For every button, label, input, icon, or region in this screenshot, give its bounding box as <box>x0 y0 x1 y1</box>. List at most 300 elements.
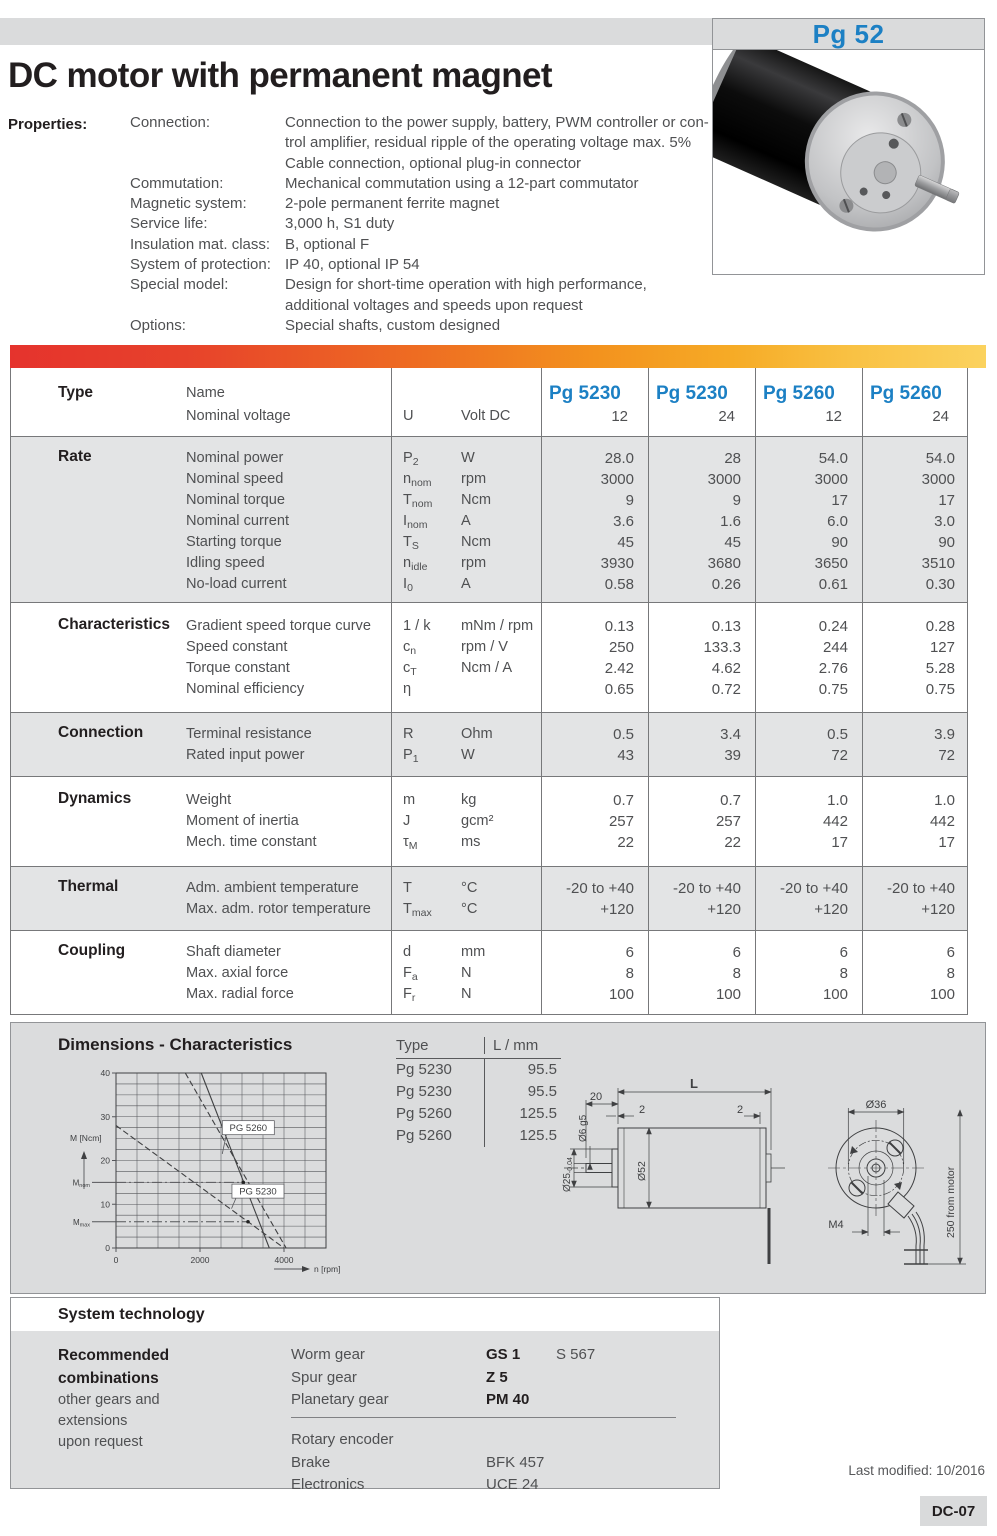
last-modified: Last modified: 10/2016 <box>848 1463 985 1478</box>
row-symbol: J <box>403 813 411 829</box>
row-label: Speed constant <box>186 639 288 655</box>
length-table-row <box>396 1125 561 1147</box>
model-column-header <box>648 382 755 428</box>
spec-row <box>11 469 967 490</box>
svg-text:20: 20 <box>100 1155 110 1166</box>
row-value: 2.42 <box>604 660 634 677</box>
row-value: 17 <box>831 834 848 851</box>
recommended-combinations-label <box>58 1344 169 1453</box>
row-value: 6 <box>946 944 955 961</box>
length-row-value: 125.5 <box>484 1103 561 1125</box>
section-title: Dynamics <box>58 790 132 807</box>
row-value: 17 <box>938 492 955 509</box>
dim-front-gap: 2 <box>638 1104 646 1116</box>
property-value: additional voltages and speeds upon request <box>285 296 583 314</box>
property-value: Mechanical commutation using a 12-part commutator <box>285 174 639 192</box>
row-value: 0.30 <box>925 576 955 593</box>
spec-row <box>11 811 967 832</box>
combination-row <box>291 1344 595 1367</box>
row-value: +120 <box>814 901 848 918</box>
row-value: 442 <box>929 813 955 830</box>
model-voltage: 24 <box>718 408 735 425</box>
model-badge-label: Pg 52 <box>812 18 885 49</box>
row-value: 100 <box>608 986 634 1003</box>
property-value: Design for short-time operation with high performance, <box>285 276 647 294</box>
spec-row <box>11 511 967 532</box>
row-value: 1.0 <box>934 792 955 809</box>
accessory-label: Rotary encoder <box>291 1431 394 1448</box>
model-column-header <box>541 382 648 428</box>
row-unit: kg <box>461 792 477 808</box>
length-row-type: Pg 5260 <box>396 1127 452 1144</box>
property-name: Options: <box>130 316 186 334</box>
accessory-row <box>291 1452 556 1475</box>
svg-text:40: 40 <box>100 1068 110 1078</box>
row-unit: rpm / V <box>461 639 509 655</box>
svg-text:n [rpm]: n [rpm] <box>314 1264 341 1274</box>
combinations-divider <box>291 1417 676 1418</box>
spec-row <box>11 448 967 469</box>
row-value: 5.28 <box>925 660 955 677</box>
row-value: 3.6 <box>613 513 634 530</box>
row-label: Adm. ambient temperature <box>186 880 359 896</box>
row-label: Mech. time constant <box>186 834 317 850</box>
row-value: 100 <box>929 986 955 1003</box>
length-table-row <box>396 1081 561 1103</box>
combination-row <box>291 1389 595 1412</box>
svg-text:PG 5230: PG 5230 <box>239 1186 277 1198</box>
property-line <box>130 155 730 175</box>
row-value: 257 <box>715 813 741 830</box>
row-label: Nominal torque <box>186 492 285 508</box>
property-value: 2-pole permanent ferrite magnet <box>285 195 500 213</box>
property-line <box>130 215 730 235</box>
row-unit: W <box>461 747 475 763</box>
row-symbol: T <box>403 880 412 896</box>
accessory-row <box>291 1429 556 1452</box>
row-value: 0.58 <box>604 576 634 593</box>
dimension-drawing <box>546 1068 981 1288</box>
spec-row <box>11 878 967 899</box>
row-value: 28.0 <box>604 450 634 467</box>
combination-label: Spur gear <box>291 1368 357 1386</box>
recommended-notes <box>58 1390 169 1453</box>
combination-label: Planetary gear <box>291 1391 389 1408</box>
row-value: 8 <box>946 965 955 982</box>
row-symbol: $T_{nom}$ <box>403 492 433 510</box>
accessory-value <box>486 1429 556 1452</box>
table-divider <box>541 368 542 1015</box>
row-value: 3000 <box>814 471 848 488</box>
row-label: Idling speed <box>186 555 265 571</box>
header-row-labels <box>186 382 391 428</box>
properties-list <box>130 114 730 337</box>
section-title: Connection <box>58 724 144 741</box>
row-value: 28 <box>724 450 741 467</box>
row-unit: gcm² <box>461 813 494 829</box>
svg-text:PG 5260: PG 5260 <box>229 1123 268 1135</box>
property-value: B, optional F <box>285 235 370 253</box>
row-value: 0.26 <box>711 576 741 593</box>
dim-pilot-diameter: $Ø25_{-0.04}$ <box>562 1157 574 1192</box>
model-name: Pg 5260 <box>763 383 835 404</box>
row-unit: A <box>461 576 471 592</box>
row-label: Starting torque <box>186 534 282 550</box>
spec-row <box>11 658 967 679</box>
row-value: 0.75 <box>925 681 955 698</box>
row-value: 100 <box>715 986 741 1003</box>
row-unit: ms <box>461 834 481 850</box>
row-symbol: $I_0$ <box>403 576 413 594</box>
row-value: 6.0 <box>827 513 848 530</box>
model-badge-box <box>712 18 985 275</box>
row-value: -20 to +40 <box>673 880 741 897</box>
row-symbol: 1 / k <box>403 618 431 634</box>
combinations-list <box>291 1344 595 1412</box>
length-row-value: 125.5 <box>484 1125 561 1147</box>
dim-screw-size: M4 <box>828 1219 844 1231</box>
spec-section-coupling <box>11 931 967 1015</box>
dim-bolt-circle: Ø36 <box>865 1099 887 1111</box>
row-symbol: η <box>403 681 412 697</box>
row-value: 442 <box>822 813 848 830</box>
row-value: 22 <box>724 834 741 851</box>
property-name: Service life: <box>130 215 208 233</box>
combination-value: PM 40 <box>486 1391 530 1408</box>
property-value: 3,000 h, S1 duty <box>285 215 395 233</box>
page-code-badge: DC-07 <box>920 1496 987 1526</box>
row-label: Max. radial force <box>186 986 294 1002</box>
length-row-type: Pg 5230 <box>396 1083 452 1100</box>
row-value: 0.5 <box>827 726 848 743</box>
svg-text:30: 30 <box>100 1111 110 1122</box>
section-title: Coupling <box>58 942 126 959</box>
spec-row <box>11 984 967 1005</box>
row-value: 6 <box>732 944 741 961</box>
row-value: 43 <box>617 747 634 764</box>
row-unit: rpm <box>461 555 487 571</box>
row-value: 3.0 <box>934 513 955 530</box>
row-symbol: R <box>403 726 414 742</box>
length-table-row <box>396 1103 561 1125</box>
property-value: Cable connection, optional plug-in connector <box>285 154 582 172</box>
note-line: other gears and <box>58 1392 160 1408</box>
property-value: trol amplifier, residual ripple of the operating voltage max. 5% <box>285 134 692 152</box>
spec-row <box>11 790 967 811</box>
system-technology-title: System technology <box>58 1306 205 1323</box>
row-value: 90 <box>831 534 848 551</box>
spec-row <box>11 832 967 853</box>
property-name: Special model: <box>130 276 229 294</box>
row-label: Shaft diameter <box>186 944 281 960</box>
row-value: 0.72 <box>711 681 741 698</box>
model-badge-header <box>713 19 984 50</box>
row-unit: A <box>461 513 471 529</box>
spec-section-thermal <box>11 867 967 931</box>
row-value: 3930 <box>600 555 634 572</box>
row-value: 0.75 <box>818 681 848 698</box>
table-divider <box>755 368 756 1015</box>
row-label: Nominal efficiency <box>186 681 305 697</box>
row-value: 244 <box>822 639 848 656</box>
row-value: 17 <box>831 492 848 509</box>
table-divider <box>648 368 649 1015</box>
row-symbol: $I_{nom}$ <box>403 513 428 531</box>
row-value: 3.4 <box>720 726 741 743</box>
spec-sections <box>11 437 967 1015</box>
spec-row <box>11 553 967 574</box>
row-value: 3000 <box>707 471 741 488</box>
row-value: 0.7 <box>720 792 741 809</box>
dimensions-box <box>10 1022 986 1294</box>
row-unit: Ncm <box>461 492 491 508</box>
header-symbol-cell <box>391 382 451 428</box>
spec-row <box>11 637 967 658</box>
row-value: 90 <box>938 534 955 551</box>
row-symbol: m <box>403 792 416 808</box>
spec-table <box>10 368 968 1015</box>
dim-shaft-diameter: Ø6 g5 <box>578 1114 589 1142</box>
row-label: Weight <box>186 792 232 808</box>
row-value: 0.65 <box>604 681 634 698</box>
length-table-rows <box>396 1059 561 1147</box>
row-label: Nominal power <box>186 450 284 466</box>
row-value: 54.0 <box>818 450 848 467</box>
dim-rear-gap: 2 <box>736 1104 744 1116</box>
svg-text:Mmax: Mmax <box>72 1217 90 1229</box>
header-name-label: Name <box>186 385 225 401</box>
spec-row <box>11 574 967 595</box>
gradient-accent-bar <box>10 345 986 368</box>
dim-body-diameter: Ø52 <box>636 1161 648 1181</box>
row-label: Nominal current <box>186 513 290 529</box>
row-value: 0.13 <box>711 618 741 635</box>
note-line: extensions <box>58 1413 128 1429</box>
row-value: 54.0 <box>925 450 955 467</box>
row-label: Max. adm. rotor temperature <box>186 901 371 917</box>
voltage-unit: Volt DC <box>461 408 511 424</box>
row-symbol: $\tau_M$ <box>403 834 418 852</box>
combination-extra: S 567 <box>556 1346 596 1363</box>
row-symbol: $T_{max}$ <box>403 901 432 919</box>
row-value: 0.28 <box>925 618 955 635</box>
property-value: IP 40, optional IP 54 <box>285 256 420 274</box>
spec-section-connection <box>11 713 967 777</box>
length-col2-header: L / mm <box>484 1037 561 1054</box>
row-unit: W <box>461 450 475 466</box>
combination-value: Z 5 <box>486 1368 508 1386</box>
model-name: Pg 5230 <box>549 383 621 404</box>
row-value: 4.62 <box>711 660 741 677</box>
row-value: 6 <box>625 944 634 961</box>
combination-row <box>291 1367 595 1390</box>
header-unit-cell <box>451 382 541 428</box>
row-value: 2.76 <box>818 660 848 677</box>
row-label: Terminal resistance <box>186 726 312 742</box>
model-name: Pg 5260 <box>870 383 942 404</box>
row-value: 257 <box>608 813 634 830</box>
row-value: 1.0 <box>827 792 848 809</box>
row-value: 127 <box>929 639 955 656</box>
property-name: Connection: <box>130 114 211 131</box>
row-unit: mNm / rpm <box>461 618 534 634</box>
row-label: No-load current <box>186 576 287 592</box>
row-label: Nominal speed <box>186 471 284 487</box>
property-name: Magnetic system: <box>130 195 247 213</box>
row-unit: °C <box>461 901 478 917</box>
property-line <box>130 236 730 256</box>
top-gray-bar <box>0 18 712 45</box>
svg-text:2000: 2000 <box>190 1255 210 1265</box>
row-symbol: $T_S$ <box>403 534 419 552</box>
row-value: 6 <box>839 944 848 961</box>
row-value: 45 <box>617 534 634 551</box>
row-unit: Ncm / A <box>461 660 513 676</box>
row-unit: N <box>461 965 472 981</box>
spec-section-rate <box>11 437 967 603</box>
length-row-value: 95.5 <box>484 1081 561 1103</box>
row-value: 22 <box>617 834 634 851</box>
property-line <box>130 297 730 317</box>
row-label: Rated input power <box>186 747 305 763</box>
property-line <box>130 317 730 337</box>
row-symbol: d <box>403 944 412 960</box>
property-name: Commutation: <box>130 174 224 192</box>
row-value: 0.24 <box>818 618 848 635</box>
accessory-row <box>291 1474 556 1497</box>
system-technology-box <box>10 1297 720 1493</box>
row-value: +120 <box>600 901 634 918</box>
properties-label: Properties: <box>8 116 88 133</box>
row-value: 0.5 <box>613 726 634 743</box>
row-label: Gradient speed torque curve <box>186 618 371 634</box>
row-value: 0.61 <box>818 576 848 593</box>
voltage-symbol: U <box>403 408 414 424</box>
spec-row <box>11 532 967 553</box>
spec-row <box>11 942 967 963</box>
length-row-value: 95.5 <box>484 1059 561 1081</box>
combination-value: GS 1 <box>486 1346 521 1363</box>
property-line <box>130 195 730 215</box>
row-value: 9 <box>732 492 741 509</box>
row-unit: Ohm <box>461 726 493 742</box>
row-value: 8 <box>732 965 741 982</box>
row-symbol: $P_1$ <box>403 747 419 765</box>
model-column-header <box>862 382 969 428</box>
row-label: Max. axial force <box>186 965 289 981</box>
system-technology-body <box>11 1331 719 1493</box>
row-value: 3510 <box>921 555 955 572</box>
accessories-list <box>291 1429 556 1497</box>
property-value: Connection to the power supply, battery, PWM controller or con- <box>285 114 709 131</box>
row-unit: rpm <box>461 471 487 487</box>
row-symbol: $c_n$ <box>403 639 417 657</box>
row-value: 0.7 <box>613 792 634 809</box>
row-value: 0.13 <box>604 618 634 635</box>
model-name: Pg 5230 <box>656 383 728 404</box>
table-divider <box>862 368 863 1015</box>
svg-text:0: 0 <box>113 1255 119 1265</box>
svg-text:4000: 4000 <box>274 1255 294 1265</box>
model-column-header <box>755 382 862 428</box>
row-unit <box>451 679 541 700</box>
svg-text:Mnom: Mnom <box>72 1178 90 1189</box>
row-value: 72 <box>938 747 955 764</box>
length-table-row <box>396 1059 561 1081</box>
dim-shaft-length: 20 <box>589 1091 603 1103</box>
spec-row <box>11 963 967 984</box>
length-row-type: Pg 5260 <box>396 1105 452 1122</box>
spec-row <box>11 745 967 766</box>
row-symbol: $F_a$ <box>403 965 418 983</box>
accessory-value: BFK 457 <box>486 1453 545 1471</box>
row-unit: mm <box>461 944 486 960</box>
row-value: 8 <box>839 965 848 982</box>
row-symbol: $n_{nom}$ <box>403 471 432 489</box>
motor-photo <box>713 50 984 280</box>
property-value: Special shafts, custom designed <box>285 316 501 334</box>
model-voltage: 12 <box>611 408 628 425</box>
page-title: DC motor with permanent magnet <box>8 56 552 95</box>
row-value: 3.9 <box>934 726 955 743</box>
combination-label: Worm gear <box>291 1346 365 1363</box>
section-title: Rate <box>58 448 92 465</box>
row-symbol: $n_{idle}$ <box>403 555 428 573</box>
accessory-label: Electronics <box>291 1476 365 1493</box>
row-unit: N <box>461 986 472 1002</box>
row-value: 17 <box>938 834 955 851</box>
row-value: 8 <box>625 965 634 982</box>
row-value: 3000 <box>921 471 955 488</box>
row-value: 133.3 <box>703 639 741 656</box>
row-value: 1.6 <box>720 513 741 530</box>
dim-body-length: L <box>690 1076 698 1091</box>
note-line: upon request <box>58 1434 143 1450</box>
length-col1-header: Type <box>396 1037 429 1054</box>
row-value: +120 <box>707 901 741 918</box>
row-value: 72 <box>831 747 848 764</box>
row-symbol: $c_T$ <box>403 660 417 678</box>
row-value: 3680 <box>707 555 741 572</box>
section-title: Thermal <box>58 878 119 895</box>
property-line <box>130 114 730 134</box>
torque-speed-chart <box>66 1061 376 1286</box>
spec-row <box>11 490 967 511</box>
dim-cable-length: 250 from motor <box>945 1166 957 1238</box>
row-unit: °C <box>461 880 478 896</box>
section-title: Characteristics <box>58 616 171 633</box>
table-divider <box>391 368 392 1015</box>
spec-row <box>11 899 967 920</box>
property-line <box>130 134 730 154</box>
dimensions-title: Dimensions - Characteristics <box>58 1035 293 1054</box>
recommended-line2: combinations <box>58 1370 159 1387</box>
row-value: 9 <box>625 492 634 509</box>
row-value: +120 <box>921 901 955 918</box>
svg-text:M [Ncm]: M [Ncm] <box>70 1133 102 1143</box>
row-symbol: $P_2$ <box>403 450 419 468</box>
spec-table-header <box>11 368 967 437</box>
spec-row <box>11 679 967 700</box>
svg-text:10: 10 <box>100 1199 110 1210</box>
property-line <box>130 175 730 195</box>
side-view <box>562 1076 786 1264</box>
row-unit: Ncm <box>461 534 491 550</box>
row-symbol: $F_r$ <box>403 986 416 1004</box>
header-voltage-label: Nominal voltage <box>186 408 291 424</box>
model-voltage: 24 <box>932 408 949 425</box>
row-value: 3650 <box>814 555 848 572</box>
